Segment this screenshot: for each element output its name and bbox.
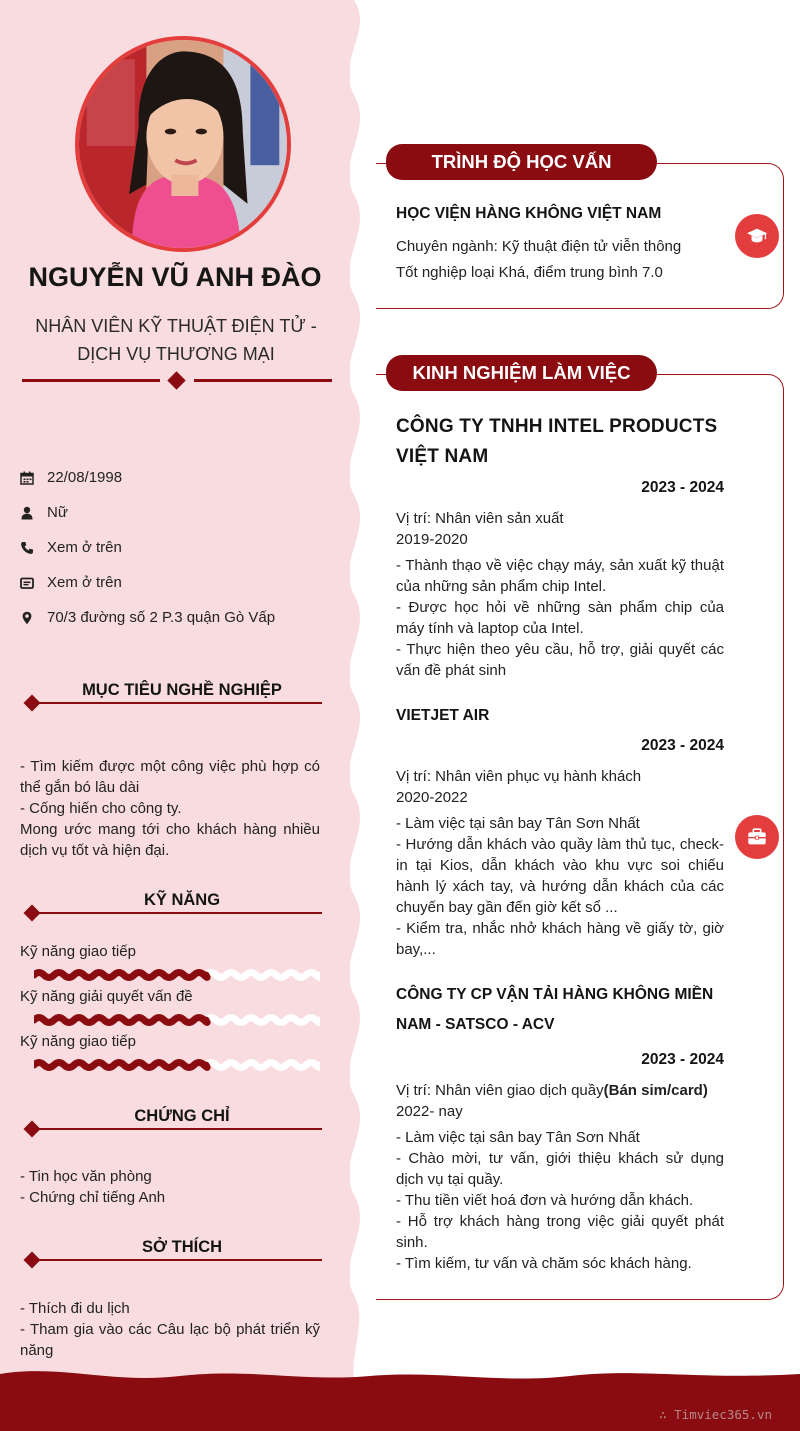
job-position <box>396 1080 724 1101</box>
calendar-icon <box>20 471 47 485</box>
job-duties <box>396 1127 724 1274</box>
education-badge <box>735 214 779 258</box>
contact-value: Xem ở trên <box>47 539 122 556</box>
skill-bar-fill <box>34 973 207 978</box>
education-major: Chuyên ngành: Kỹ thuật điện tử viễn thông <box>396 238 682 255</box>
skill-bar-track <box>206 1063 320 1068</box>
job-period: 2023 - 2024 <box>641 737 724 754</box>
job-details <box>396 766 724 808</box>
profile-photo <box>75 36 291 252</box>
skill-name: Kỹ năng giao tiếp <box>20 943 136 960</box>
contact-row-birthday <box>20 460 340 495</box>
job-company: CÔNG TY TNHH INTEL PRODUCTS VIỆT NAM <box>396 416 718 467</box>
sidebar-wave-edge <box>344 0 374 1380</box>
diamond-marker <box>24 1121 41 1138</box>
job-years: 2019-2020 <box>396 531 468 548</box>
contact-info <box>20 460 340 635</box>
user-icon <box>20 506 47 520</box>
certificate-line: - Tin học văn phòng <box>20 1168 152 1185</box>
skills-heading <box>22 891 322 919</box>
job-duties <box>396 813 724 960</box>
skill-level-bar <box>34 1012 320 1028</box>
experience-heading: KINH NGHIỆM LÀM VIỆC <box>386 355 657 391</box>
contact-row-email <box>20 565 340 600</box>
job-period: 2023 - 2024 <box>641 479 724 496</box>
job-title-line: DỊCH VỤ THƯƠNG MẠI <box>77 344 275 364</box>
job-duty: - Thu tiền viết hoá đơn và hướng dẫn khách. <box>396 1192 694 1209</box>
job-duty: - Tìm kiếm, tư vấn và chăm sóc khách hàng. <box>396 1255 692 1272</box>
contact-value: 70/3 đường số 2 P.3 quận Gò Vấp <box>47 609 276 626</box>
skills-heading-label: KỸ NĂNG <box>143 891 221 909</box>
job-company-line: NAM - SATSCO - ACV <box>396 1016 555 1033</box>
contact-row-address <box>20 600 340 635</box>
job-title-line: NHÂN VIÊN KỸ THUẬT ĐIỆN TỬ - <box>35 316 317 336</box>
skill-name: Kỹ năng giải quyết vấn đề <box>20 988 193 1005</box>
skill-item <box>20 943 320 963</box>
education-box <box>376 163 784 309</box>
phone-icon <box>20 541 47 555</box>
hobbies-heading-label: SỞ THÍCH <box>141 1238 223 1256</box>
skill-name: Kỹ năng giao tiếp <box>20 1033 136 1050</box>
skill-bar-track <box>206 973 320 978</box>
title-divider <box>22 372 332 390</box>
job-duty: - Được học hỏi về những sàn phẩm chip của máy tính và laptop của Intel. <box>396 599 724 637</box>
certificates-heading-label: CHỨNG CHỈ <box>134 1107 230 1125</box>
contact-value: 22/08/1998 <box>47 469 123 486</box>
job-duty: - Hướng dẫn khách vào quầy làm thủ tục, check-in tại Kios, dẫn khách vào khu vực soi chiếu hành lý xách tay, và hướng dẫn khách của các chuyến bay gần đến giờ kết sổ ... <box>396 836 724 916</box>
job-company <box>396 980 724 1040</box>
hobbies-text <box>20 1298 320 1361</box>
job-position-text: Vị trí: Nhân viên giao dịch quầy <box>396 1082 604 1099</box>
job-company-line: CÔNG TY CP VẬN TẢI HÀNG KHÔNG MIỀN <box>396 986 714 1003</box>
certificates-text <box>20 1166 320 1208</box>
skill-bar-fill <box>34 1018 207 1023</box>
job-details <box>396 508 724 550</box>
objective-text <box>20 756 320 861</box>
briefcase-icon <box>746 826 768 848</box>
job-duty: - Kiểm tra, nhắc nhở khách hàng về giấy tờ, giờ bay,... <box>396 920 724 958</box>
job-duties <box>396 555 724 681</box>
job-years: 2020-2022 <box>396 789 468 806</box>
contact-value: Xem ở trên <box>47 574 122 591</box>
experience-badge <box>735 815 779 859</box>
watermark: ∴ Timviec365.vn <box>659 1407 772 1422</box>
certificate-line: - Chứng chỉ tiếng Anh <box>20 1189 166 1206</box>
diamond-marker <box>24 905 41 922</box>
job-period: 2023 - 2024 <box>641 1051 724 1068</box>
email-icon <box>20 576 47 590</box>
education-heading: TRÌNH ĐỘ HỌC VẤN <box>386 144 657 180</box>
diamond-marker <box>24 1252 41 1269</box>
contact-row-phone <box>20 530 340 565</box>
hobby-line: - Thích đi du lịch <box>20 1300 130 1317</box>
job-duty: - Thành thạo về việc chạy máy, sản xuất kỹ thuật của những sản phẩm chip Intel. <box>396 557 724 595</box>
job-position: Vị trí: Nhân viên sản xuất <box>396 510 564 527</box>
portrait-illustration <box>79 40 287 248</box>
skill-item <box>20 988 320 1008</box>
skill-item <box>20 1033 320 1053</box>
certificates-heading <box>22 1107 322 1135</box>
job-duty: - Làm việc tại sân bay Tân Sơn Nhất <box>396 1129 640 1146</box>
location-icon <box>20 611 47 625</box>
skill-bar-fill <box>34 1063 207 1068</box>
objective-heading <box>22 681 322 709</box>
job-details <box>396 1080 724 1122</box>
diamond-marker <box>24 695 41 712</box>
job-position: Vị trí: Nhân viên phục vụ hành khách <box>396 768 642 785</box>
objective-line: Mong ước mang tới cho khách hàng nhiều dịch vụ tốt và hiện đại. <box>20 821 320 859</box>
education-result: Tốt nghiệp loại Khá, điểm trung bình 7.0 <box>396 264 663 281</box>
job-position-note: (Bán sim/card) <box>603 1082 708 1099</box>
skill-level-bar <box>34 1057 320 1073</box>
job-company: VIETJET AIR <box>396 707 490 724</box>
hobby-line: - Tham gia vào các Câu lạc bộ phát triển kỹ năng <box>20 1321 320 1359</box>
graduation-cap-icon <box>746 225 768 247</box>
job-duty: - Làm việc tại sân bay Tân Sơn Nhất <box>396 815 640 832</box>
objective-line: - Tìm kiếm được một công việc phù hợp có thể gắn bó lâu dài <box>20 758 320 796</box>
objective-heading-label: MỤC TIÊU NGHỀ NGHIỆP <box>82 681 282 699</box>
objective-line: - Cống hiến cho công ty. <box>20 800 182 817</box>
job-years: 2022- nay <box>396 1103 463 1120</box>
contact-value: Nữ <box>47 504 68 521</box>
job-duty: - Thực hiện theo yêu cầu, hỗ trợ, giải quyết các vấn đề phát sinh <box>396 641 724 679</box>
skill-level-bar <box>34 967 320 983</box>
skill-bar-track <box>206 1018 320 1023</box>
job-title <box>20 312 332 368</box>
job-duty: - Hỗ trợ khách hàng trong việc giải quyết phát sinh. <box>396 1213 724 1251</box>
hobbies-heading <box>22 1238 322 1266</box>
job-duty: - Chào mời, tư vấn, giới thiệu khách sử dụng dịch vụ tại quầy. <box>396 1150 724 1188</box>
candidate-name: NGUYỄN VŨ ANH ĐÀO <box>28 262 322 292</box>
contact-row-gender <box>20 495 340 530</box>
education-school: HỌC VIỆN HÀNG KHÔNG VIỆT NAM <box>396 205 662 222</box>
